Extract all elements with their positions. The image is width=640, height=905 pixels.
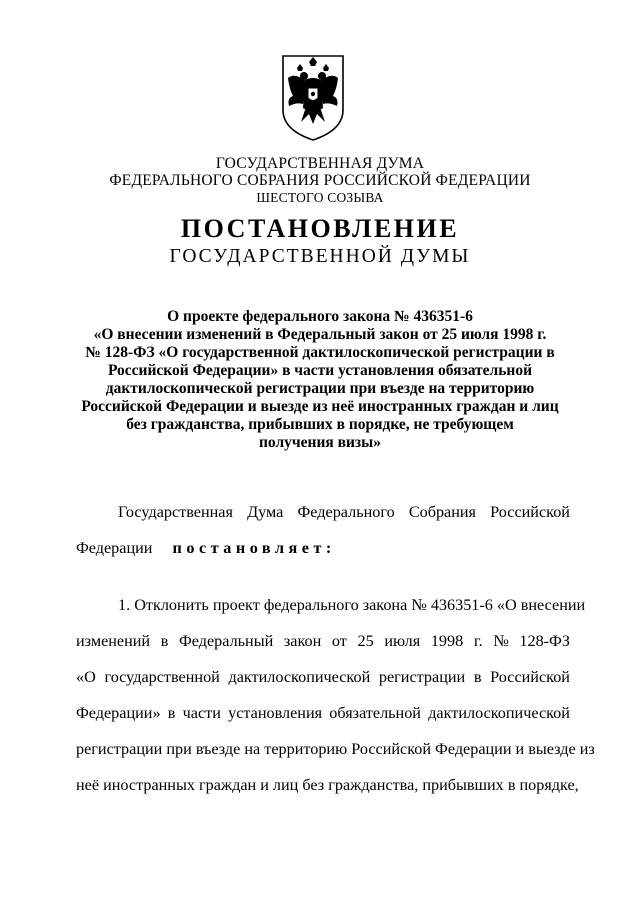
header-line-duma: ГОСУДАРСТВЕННАЯ ДУМА [215, 155, 425, 172]
item1-line-6: неё иностранных граждан и лиц без гражданства, прибывших в порядке, [76, 776, 579, 794]
document-title: ПОСТАНОВЛЕНИЕ [180, 214, 460, 243]
item1-word: Российской [490, 668, 570, 686]
item1-word: Федерации» [76, 704, 161, 722]
item1-word: установления [228, 704, 323, 722]
intro-federation: Федерации [76, 539, 153, 557]
intro-line-2 [76, 539, 570, 558]
item1-line-4 [76, 704, 570, 723]
item1-word: изменений [76, 632, 151, 650]
item1-word: Федеральный [179, 632, 274, 650]
item1-word: части [182, 704, 221, 722]
subject-line-3: № 128-ФЗ «О государственной дактилоскопической регистрации в [85, 344, 555, 361]
item1-word: государственной [104, 668, 220, 686]
item1-word: г. [473, 632, 483, 650]
header-line-convocation: ШЕСТОГО СОЗЫВА [256, 190, 384, 205]
item1-word: в [473, 668, 482, 686]
item1-word: от [331, 632, 347, 650]
item1-word: в [167, 704, 176, 722]
subject-line-4: Российской Федерации» в части установления обязательной [107, 362, 533, 379]
item1-word: в [160, 632, 169, 650]
state-emblem-icon [279, 52, 347, 142]
intro-word: Собрания [408, 503, 477, 521]
intro-line-1 [118, 503, 570, 522]
item1-word: закон [283, 632, 322, 650]
header-line-assembly: ФЕДЕРАЛЬНОГО СОБРАНИЯ РОССИЙСКОЙ ФЕДЕРАЦИИ [109, 172, 531, 189]
resolves-emphasis: постановляет: [172, 539, 336, 557]
item1-line-1: 1. Отклонить проект федерального закона № 436351-6 «О внесении [118, 596, 586, 614]
item1-word: № [493, 632, 509, 650]
subject-line-5: дактилоскопической регистрации при въезде на территорию [105, 380, 535, 397]
document-subtitle: ГОСУДАРСТВЕННОЙ ДУМЫ [169, 246, 471, 267]
item1-line-5: регистрации при въезде на территорию Российской Федерации и выезде из [76, 740, 595, 758]
item1-word: обязательной [329, 704, 421, 722]
intro-word: Дума [247, 503, 284, 521]
item1-word: регистрации [378, 668, 466, 686]
item1-word: 25 [357, 632, 374, 650]
subject-line-1: О проекте федерального закона № 436351-6 [167, 308, 473, 325]
intro-word: Российской [490, 503, 570, 521]
item1-word: 128-ФЗ [519, 632, 570, 650]
subject-line-8: получения визы» [258, 434, 382, 451]
subject-line-6: Российской Федерации и выезде из неё иностранных граждан и лиц [81, 398, 559, 415]
item1-line-2 [76, 632, 570, 651]
subject-line-7: без гражданства, прибывших в порядке, не требующем [126, 416, 514, 433]
item1-line-3 [76, 668, 570, 687]
intro-word: Государственная [118, 503, 233, 521]
subject-line-2: «О внесении изменений в Федеральный закон от 25 июля 1998 г. [93, 326, 547, 343]
item1-word: «О [76, 668, 96, 686]
item1-word: дактилоскопической [228, 668, 371, 686]
item1-word: 1998 [430, 632, 464, 650]
item1-word: дактилоскопической [428, 704, 570, 722]
item1-word: июля [384, 632, 421, 650]
intro-word: Федерального [297, 503, 395, 521]
